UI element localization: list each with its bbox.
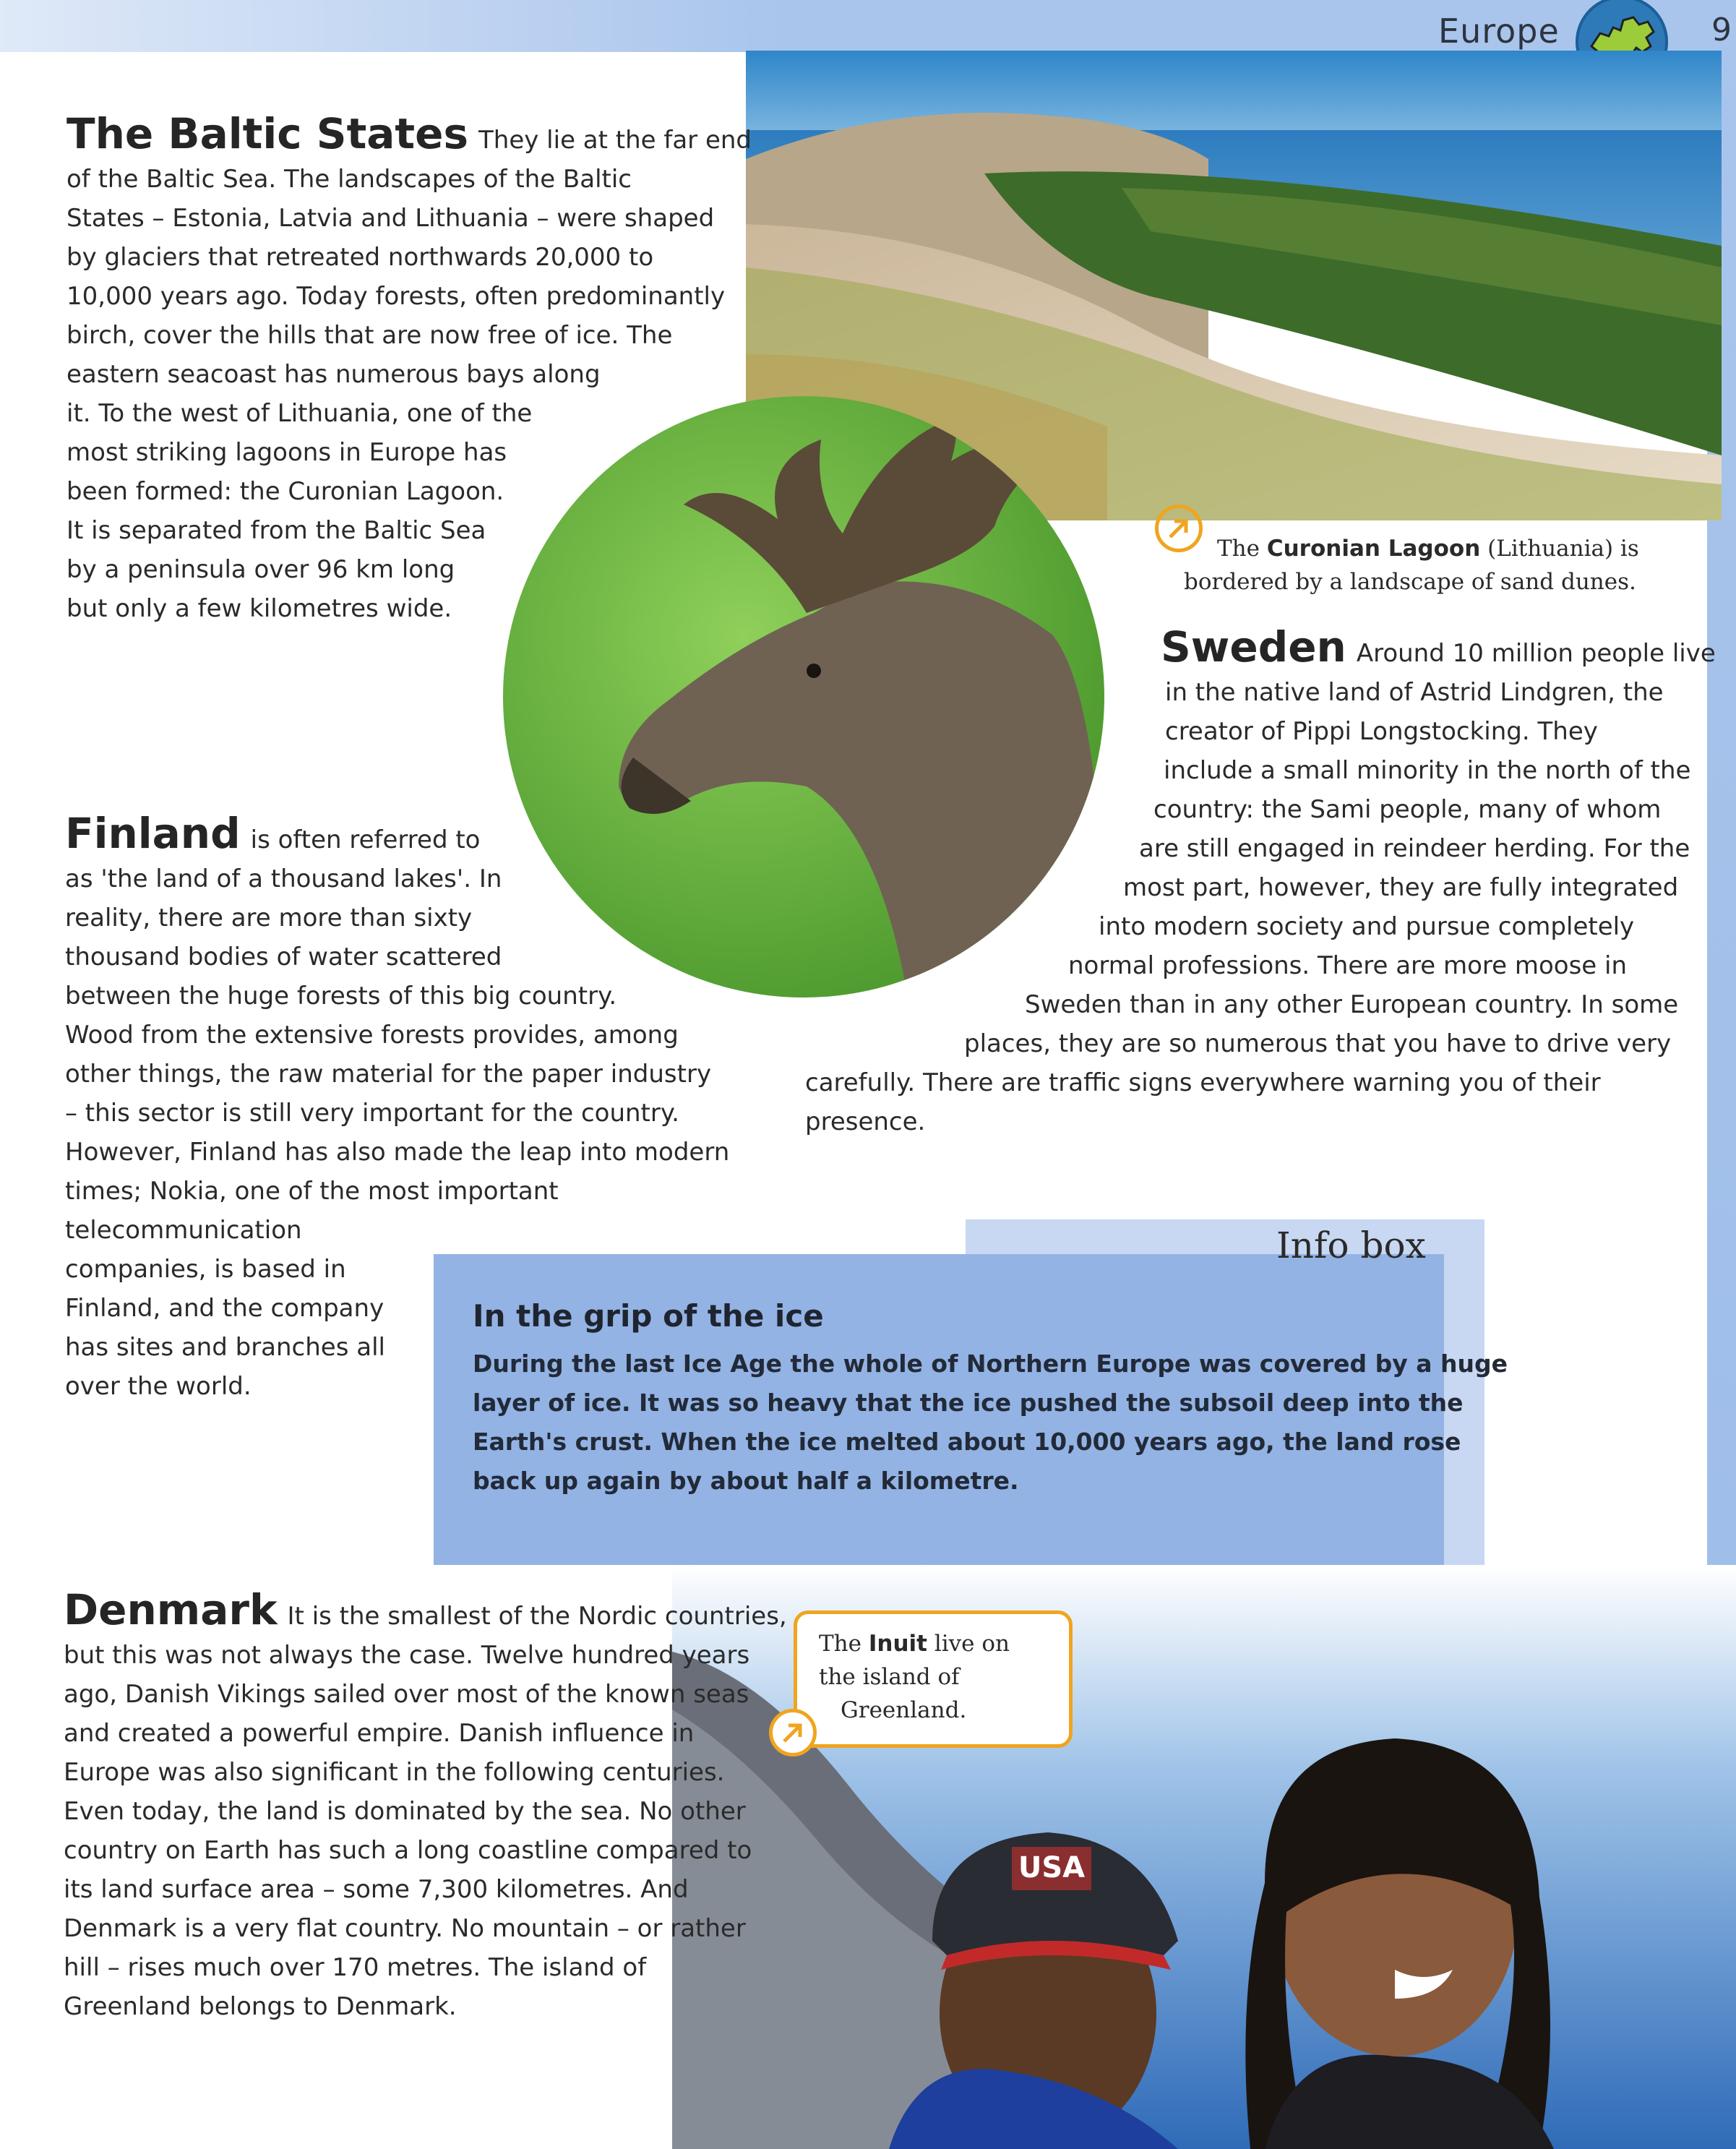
page-number: 9: [1711, 12, 1732, 48]
finland-line: Wood from the extensive forests provides, among: [65, 1021, 679, 1050]
sweden-line: in the native land of Astrid Lindgren, the: [1165, 678, 1664, 707]
finland-line: as 'the land of a thousand lakes'. In: [65, 865, 502, 893]
sweden-line: most part, however, they are fully integrated: [1123, 873, 1679, 902]
cap-text: USA: [1018, 1851, 1086, 1884]
baltic-line: been formed: the Curonian Lagoon.: [66, 477, 504, 506]
baltic-line: of the Baltic Sea. The landscapes of the Baltic: [66, 165, 632, 194]
baltic-line: States – Estonia, Latvia and Lithuania – were shaped: [66, 204, 715, 233]
baltic-line: It is separated from the Baltic Sea: [66, 516, 486, 545]
caption-bold: Inuit: [868, 1631, 927, 1657]
finland-line: other things, the raw material for the paper industry: [65, 1060, 712, 1089]
finland-line: – this sector is still very important for the country.: [65, 1099, 679, 1128]
caption-text: live on: [934, 1631, 1010, 1657]
sweden-line: Sweden than in any other European country. In some: [1025, 990, 1679, 1019]
denmark-line: Denmark is a very flat country. No mountain – or rather: [64, 1914, 746, 1943]
baltic-line: They lie at the far end: [478, 126, 752, 155]
caption-line: bordered by a landscape of sand dunes.: [1184, 569, 1636, 595]
denmark-line: and created a powerful empire. Danish influence in: [64, 1719, 695, 1748]
inuit-caption: [794, 1610, 1073, 1748]
sweden-line: into modern society and pursue completely: [1099, 912, 1635, 941]
finland-line: is often referred to: [250, 825, 481, 854]
finland-line: has sites and branches all: [65, 1333, 385, 1362]
info-line: During the last Ice Age the whole of Northern Europe was covered by a huge: [473, 1350, 1508, 1378]
baltic-line: 10,000 years ago. Today forests, often predominantly: [66, 282, 726, 311]
caption-bold: Curonian Lagoon: [1266, 536, 1481, 562]
arrow-up-right-icon: [769, 1709, 817, 1756]
denmark-line: Europe was also significant in the following centuries.: [64, 1758, 725, 1787]
sweden-line: normal professions. There are more moose in: [1068, 951, 1628, 980]
denmark-line: country on Earth has such a long coastline compared to: [64, 1836, 752, 1865]
sweden-line: are still engaged in reindeer herding. For the: [1139, 834, 1690, 863]
finland-line: over the world.: [65, 1372, 252, 1401]
caption-line: the island of: [819, 1664, 960, 1690]
sweden-line: Around 10 million people live: [1356, 639, 1716, 668]
baltic-line: eastern seacoast has numerous bays along: [66, 360, 601, 389]
finland-line: thousand bodies of water scattered: [65, 943, 502, 971]
caption-line: Greenland.: [841, 1697, 967, 1723]
caption-text: (Lithuania) is: [1487, 536, 1639, 562]
baltic-line: but only a few kilometres wide.: [66, 594, 452, 623]
finland-line: reality, there are more than sixty: [65, 904, 473, 932]
baltic-line: most striking lagoons in Europe has: [66, 438, 507, 467]
sweden-line: country: the Sami people, many of whom: [1153, 795, 1662, 824]
info-box-label: Info box: [1276, 1224, 1426, 1266]
sweden-heading: Sweden: [1161, 622, 1346, 672]
denmark-line: Greenland belongs to Denmark.: [64, 1992, 457, 2021]
baltic-line: birch, cover the hills that are now free of ice. The: [66, 321, 673, 350]
finland-line: companies, is based in: [65, 1255, 346, 1284]
sweden-line: presence.: [805, 1107, 926, 1136]
baltic-line: by a peninsula over 96 km long: [66, 555, 455, 584]
denmark-line: its land surface area – some 7,300 kilometres. And: [64, 1875, 689, 1904]
info-box-body: [473, 1344, 1508, 1501]
info-line: Earth's crust. When the ice melted about 10,000 years ago, the land rose: [473, 1428, 1461, 1456]
info-line: layer of ice. It was so heavy that the ice pushed the subsoil deep into the: [473, 1389, 1464, 1417]
denmark-heading: Denmark: [64, 1585, 278, 1634]
denmark-line: but this was not always the case. Twelve hundred years: [64, 1641, 750, 1670]
denmark-section: [64, 1585, 787, 2026]
baltic-states-section: [66, 109, 752, 628]
sweden-line: carefully. There are traffic signs everywhere warning you of their: [805, 1068, 1601, 1097]
denmark-line: It is the smallest of the Nordic countries,: [287, 1602, 787, 1631]
finland-line: However, Finland has also made the leap into modern: [65, 1138, 730, 1167]
sweden-section: [802, 622, 1716, 1141]
sweden-line: include a small minority in the north of the: [1164, 756, 1691, 785]
finland-line: between the huge forests of this big country.: [65, 982, 617, 1011]
finland-line: times; Nokia, one of the most important: [65, 1177, 559, 1206]
info-box-title: In the grip of the ice: [473, 1298, 824, 1334]
baltic-line: it. To the west of Lithuania, one of the: [66, 399, 533, 428]
info-line: back up again by about half a kilometre.: [473, 1467, 1019, 1495]
baltic-line: by glaciers that retreated northwards 20,000 to: [66, 243, 654, 272]
lagoon-caption: [1184, 532, 1704, 599]
baltic-heading: The Baltic States: [66, 109, 469, 158]
arrow-up-right-icon: [1155, 505, 1203, 552]
sweden-line: places, they are so numerous that you have to drive very: [964, 1029, 1672, 1058]
caption-text: The: [1217, 536, 1260, 562]
section-title: Europe: [1438, 12, 1560, 51]
denmark-line: ago, Danish Vikings sailed over most of the known seas: [64, 1680, 749, 1709]
finland-line: Finland, and the company: [65, 1294, 384, 1323]
sweden-line: creator of Pippi Longstocking. They: [1165, 717, 1598, 746]
caption-text: The: [819, 1631, 861, 1657]
denmark-line: hill – rises much over 170 metres. The island of: [64, 1953, 647, 1982]
denmark-line: Even today, the land is dominated by the sea. No other: [64, 1797, 746, 1826]
finland-line: telecommunication: [65, 1216, 302, 1245]
finland-heading: Finland: [65, 809, 241, 858]
